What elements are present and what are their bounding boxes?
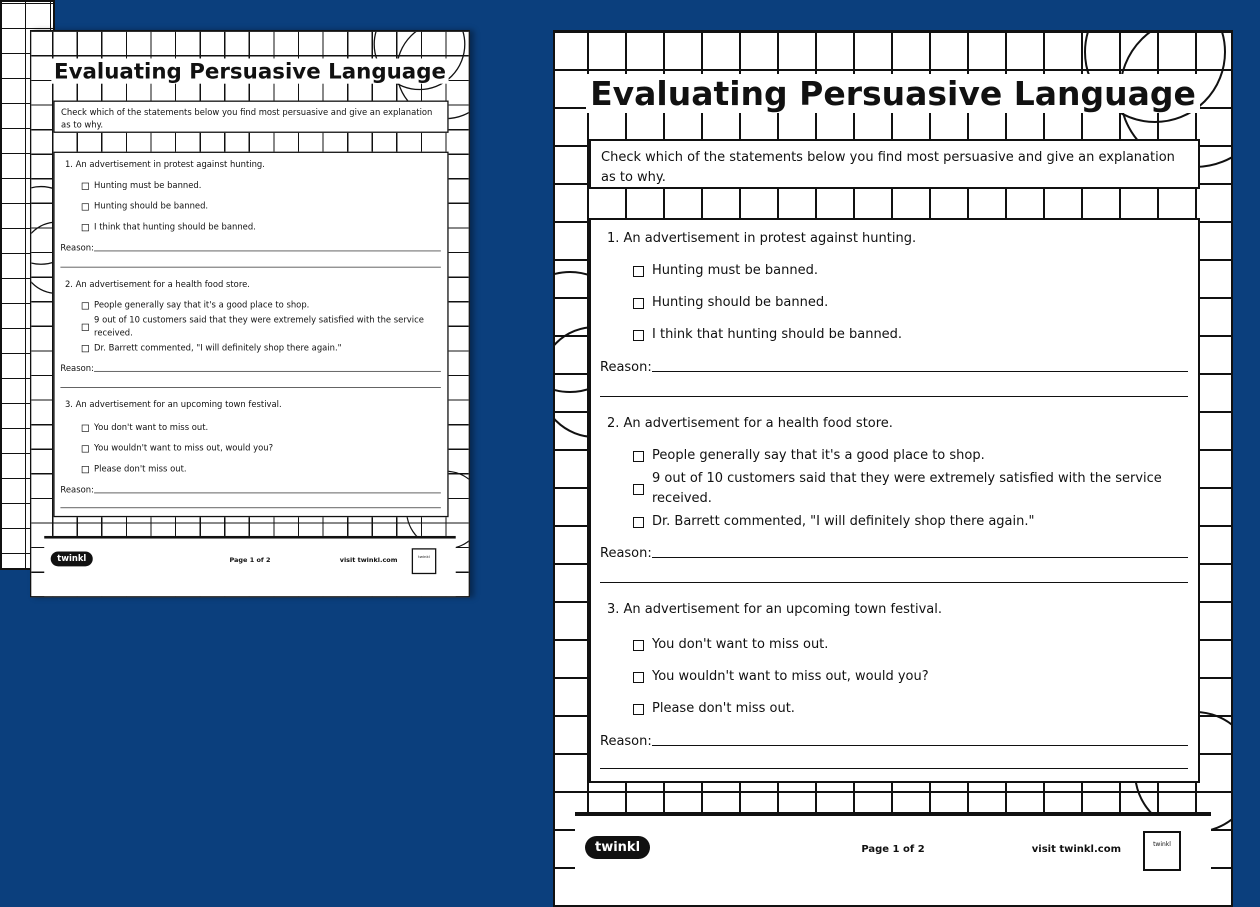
twinkl-logo: twinkl: [51, 551, 93, 566]
worksheet-page-zoomed: [553, 30, 1233, 907]
checkbox[interactable]: [633, 484, 644, 495]
reason-line[interactable]: [591, 358, 1198, 378]
option[interactable]: [591, 261, 1198, 281]
option[interactable]: [591, 293, 1198, 313]
option-label: You don't want to miss out.: [94, 422, 209, 433]
answer-line: [600, 582, 1188, 583]
question-1: 1. An advertisement in protest against hunting.: [607, 231, 917, 246]
option[interactable]: [55, 221, 448, 234]
checkbox[interactable]: [633, 704, 644, 715]
checkbox[interactable]: [82, 182, 89, 189]
answer-line: [600, 396, 1188, 397]
checkbox[interactable]: [633, 672, 644, 683]
checkbox[interactable]: [82, 466, 89, 473]
option-label: You don't want to miss out.: [652, 637, 829, 652]
option[interactable]: [55, 442, 448, 455]
checkbox[interactable]: [633, 298, 644, 309]
page-title: Evaluating Persuasive Language: [31, 58, 468, 83]
reason-line[interactable]: [55, 363, 448, 376]
quality-badge: twinkl: [1143, 831, 1181, 871]
reason-line[interactable]: [55, 242, 448, 255]
checkbox[interactable]: [82, 302, 89, 309]
question-3: 3. An advertisement for an upcoming town festival.: [607, 602, 943, 617]
quality-badge: twinkl: [412, 548, 437, 574]
questions-box: [53, 152, 448, 518]
question-1: 1. An advertisement in protest against hunting.: [64, 160, 265, 170]
visit-link[interactable]: visit twinkl.com: [1031, 844, 1121, 855]
option-label: 9 out of 10 customers said that they were extremely satisfied with the service received.: [94, 315, 424, 338]
option[interactable]: [591, 635, 1198, 655]
option-label: Please don't miss out.: [94, 464, 187, 474]
reason-line[interactable]: [591, 732, 1198, 752]
checkbox[interactable]: [633, 451, 644, 462]
page-footer: [575, 812, 1211, 907]
visit-link[interactable]: visit twinkl.com: [339, 556, 398, 564]
option-label: You wouldn't want to miss out, would you?: [652, 669, 929, 684]
reason-label: Reason:: [600, 734, 652, 749]
twinkl-logo: twinkl: [585, 836, 650, 859]
option[interactable]: [55, 200, 448, 213]
option-label: 9 out of 10 customers said that they were extremely satisfied with the service received.: [652, 471, 1162, 506]
option-label: Hunting should be banned.: [94, 201, 209, 212]
option[interactable]: [55, 179, 448, 192]
option-label: Dr. Barrett commented, "I will definitely shop there again.": [94, 343, 342, 353]
reason-line[interactable]: [591, 544, 1198, 564]
question-3: 3. An advertisement for an upcoming town festival.: [64, 400, 282, 410]
checkbox[interactable]: [633, 330, 644, 341]
reason-label: Reason:: [600, 546, 652, 561]
checkbox[interactable]: [633, 517, 644, 528]
answer-line: [60, 387, 440, 388]
checkbox[interactable]: [82, 203, 89, 210]
checkbox[interactable]: [633, 640, 644, 651]
reason-label: Reason:: [60, 363, 94, 374]
option[interactable]: [55, 299, 448, 312]
option[interactable]: [591, 667, 1198, 687]
instructions: Check which of the statements below you find most persuasive and give an explanation as to why.: [53, 101, 448, 133]
checkbox[interactable]: [82, 323, 89, 330]
option-label: You wouldn't want to miss out, would you?: [94, 443, 274, 454]
answer-line: [600, 768, 1188, 769]
option[interactable]: [591, 325, 1198, 345]
option-label: Dr. Barrett commented, "I will definitely shop there again.": [652, 514, 1035, 529]
option-label: Please don't miss out.: [652, 701, 795, 716]
page-number: Page 1 of 2: [229, 556, 271, 564]
reason-label: Reason:: [60, 485, 94, 496]
option-label: I think that hunting should be banned.: [94, 222, 256, 232]
option[interactable]: [55, 315, 448, 338]
page-footer: [44, 536, 455, 597]
question-2: 2. An advertisement for a health food store.: [64, 279, 250, 290]
question-2: 2. An advertisement for a health food store.: [607, 416, 893, 431]
option[interactable]: [591, 699, 1198, 719]
option-label: People generally say that it's a good place to shop.: [94, 300, 310, 311]
option-label: Hunting must be banned.: [94, 180, 202, 191]
answer-line: [60, 267, 440, 268]
option[interactable]: [55, 463, 448, 476]
page-title: Evaluating Persuasive Language: [555, 74, 1231, 113]
checkbox[interactable]: [82, 224, 89, 231]
option[interactable]: [55, 421, 448, 434]
reason-line[interactable]: [55, 484, 448, 497]
reason-label: Reason:: [60, 243, 94, 254]
option[interactable]: [591, 512, 1198, 532]
instructions: Check which of the statements below you find most persuasive and give an explanation as to why.: [589, 139, 1200, 189]
option[interactable]: [591, 471, 1198, 506]
answer-line: [60, 507, 440, 508]
page-number: Page 1 of 2: [861, 844, 925, 855]
checkbox[interactable]: [82, 424, 89, 431]
option[interactable]: [55, 342, 448, 355]
option-label: Hunting must be banned.: [652, 263, 818, 278]
option-label: People generally say that it's a good place to shop.: [652, 448, 985, 463]
checkbox[interactable]: [633, 266, 644, 277]
checkbox[interactable]: [82, 445, 89, 452]
checkbox[interactable]: [82, 345, 89, 352]
reason-label: Reason:: [600, 360, 652, 375]
option[interactable]: [591, 446, 1198, 466]
option-label: Hunting should be banned.: [652, 295, 829, 310]
worksheet-page-preview: [30, 30, 470, 597]
questions-box: [589, 218, 1200, 783]
option-label: I think that hunting should be banned.: [652, 327, 903, 342]
